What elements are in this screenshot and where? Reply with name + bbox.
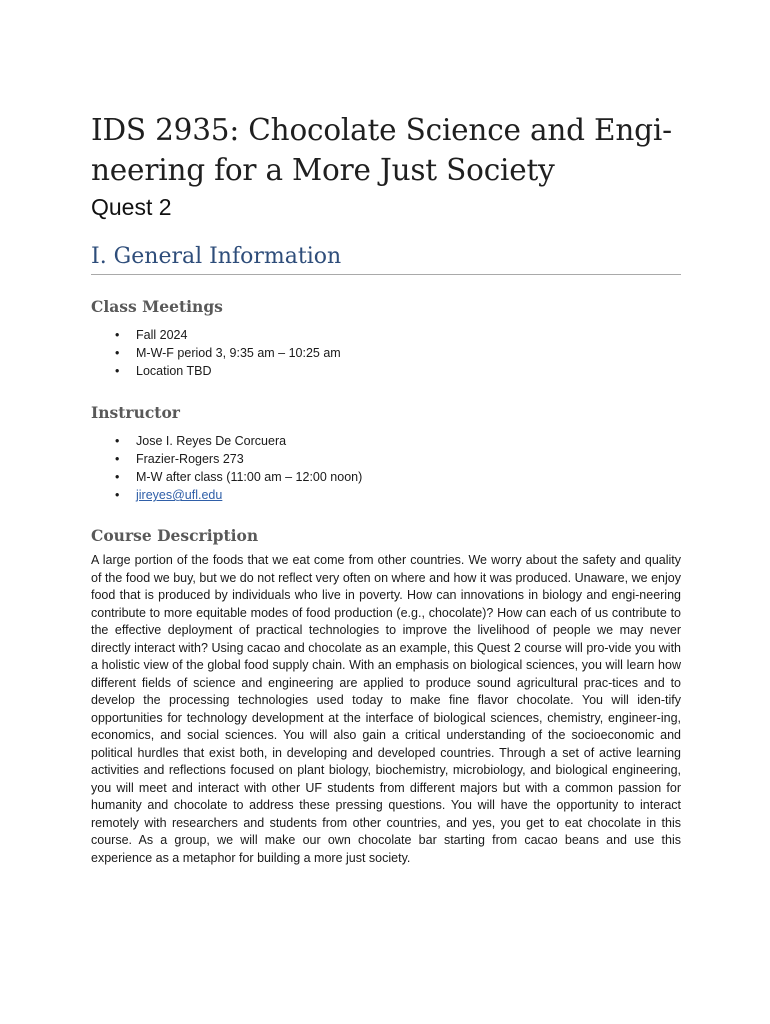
list-item xyxy=(91,450,681,468)
document-subtitle: Quest 2 xyxy=(91,194,172,220)
class-meetings-list xyxy=(91,326,681,381)
course-description-heading: Course Description xyxy=(91,526,259,546)
list-item xyxy=(91,326,681,344)
list-item xyxy=(91,468,681,486)
class-meeting-time: M-W-F period 3, 9:35 am – 10:25 am xyxy=(136,346,341,361)
document-title xyxy=(91,110,681,190)
instructor-name: Jose I. Reyes De Corcuera xyxy=(136,433,287,448)
instructor-email-link[interactable]: jireyes@ufl.edu xyxy=(136,488,223,503)
instructor-list xyxy=(91,432,681,505)
bullet-icon: • xyxy=(115,470,120,485)
bullet-icon: • xyxy=(115,488,120,503)
bullet-icon: • xyxy=(115,346,120,361)
list-item xyxy=(91,362,681,380)
class-meetings-heading: Class Meetings xyxy=(91,297,223,316)
bullet-icon: • xyxy=(115,364,120,379)
document-title-line-2: neering for a More Just Society xyxy=(91,153,555,187)
bullet-icon: • xyxy=(115,451,120,466)
document-title-line-1: IDS 2935: Chocolate Science and Engi- xyxy=(91,113,672,147)
section-heading-general-information: I. General Information xyxy=(91,242,681,275)
bullet-icon: • xyxy=(115,433,120,448)
class-meeting-term: Fall 2024 xyxy=(136,328,188,342)
list-item xyxy=(91,486,681,504)
list-item xyxy=(91,432,681,450)
instructor-heading: Instructor xyxy=(91,402,180,422)
instructor-office-hours: M-W after class (11:00 am – 12:00 noon) xyxy=(136,470,363,485)
document-page xyxy=(91,110,681,867)
bullet-icon: • xyxy=(115,328,120,342)
instructor-office: Frazier-Rogers 273 xyxy=(136,451,244,466)
class-meeting-location: Location TBD xyxy=(136,364,212,379)
list-item xyxy=(91,344,681,362)
course-description-text: A large portion of the foods that we eat come from other countries. We worry about the safety and quality of the food we buy, but we do not reflect very often on where and how it was produced. Unaware, we enjoy food that is produced by individuals who live in poverty. How can innovations in biology and engi-neering contribute to more equitable modes of food production (e.g., chocolate)? How can each of us contribute to the effective deployment of practical technologies to improve the livelihood of people we may never directly interact with? Using cacao and chocolate as an example, this Quest 2 course will pro-vide you with a holistic view of the global food supply chain. With an emphasis on biological sciences, you will learn how different fields of science and engineering are applied to produce sound agricultural prac-tices and to develop the processing technologies used today to make fine flavor chocolate. You will iden-tify opportunities for technology development at the interface of biological sciences, chemistry, engineer-ing, economics, and social sciences. You will also gain a critical understanding of the socioeconomic and political hurdles that exist both, in developing and developed countries. Through a set of active learning activities and reflections focused on plant biology, biochemistry, microbiology, and biological engineering, you will meet and interact with other UF students from different majors but with a common passion for humanity and chocolate to address these pressing questions. You will have the opportunity to interact remotely with researchers and students from other countries, and yes, you get to eat chocolate in this course. As a group, we will make our own chocolate bar starting from cacao beans and use this experience as a metaphor for building a more just society. xyxy=(91,553,681,865)
